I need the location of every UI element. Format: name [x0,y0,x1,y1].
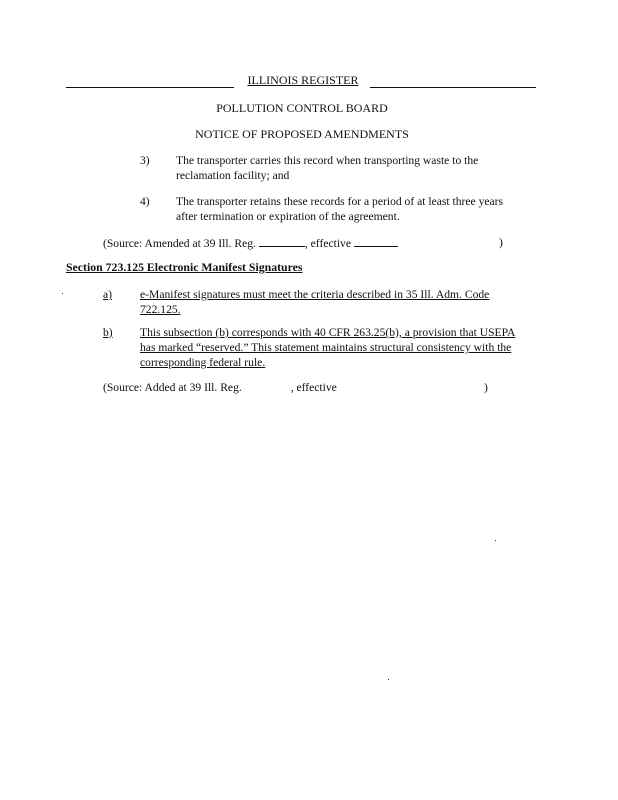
source-prefix: (Source: Added at 39 Ill. Reg. [103,381,242,394]
subsection-text-line: has marked “reserved.” This statement maintains structural consistency with the [140,341,512,354]
board-title: POLLUTION CONTROL BOARD [216,101,388,115]
item-text-line: The transporter retains these records for a period of at least three years [176,195,504,208]
header-rule-left [66,87,234,88]
item-text-line: The transporter carries this record when transporting waste to the [176,154,479,167]
source-effective: , effective [304,237,351,250]
subsection-number: b) [103,326,113,339]
item-text-line: reclamation facility; and [176,169,290,182]
scan-speck [388,679,389,680]
source-close: ) [484,381,488,394]
source-prefix: (Source: Amended at 39 Ill. Reg. [103,237,256,250]
section-heading: Section 723.125 Electronic Manifest Signatures [66,260,303,274]
subsection-text-line: This subsection (b) corresponds with 40 CFR 263.25(b), a provision that USEPA [140,326,516,339]
subsection-text-line: e-Manifest signatures must meet the criteria described in 35 Ill. Adm. Code [140,288,490,301]
register-blank [245,381,291,391]
header-rule-right [370,87,536,88]
notice-title: NOTICE OF PROPOSED AMENDMENTS [195,127,409,141]
date-blank [354,236,398,247]
source-note [103,381,337,394]
register-title: ILLINOIS REGISTER [247,73,359,87]
source-close: ) [499,236,503,249]
subsection-text-line: corresponding federal rule. [140,356,266,369]
item-number: 4) [140,195,150,208]
subsection-text-line: 722.125. [140,303,181,316]
source-note [103,236,398,250]
scan-speck [495,540,496,541]
item-text-line: after termination or expiration of the agreement. [176,210,400,223]
source-effective: , effective [290,381,337,394]
subsection-number: a) [103,288,113,301]
scan-speck [62,293,63,294]
register-blank [259,236,305,247]
item-number: 3) [140,154,150,167]
